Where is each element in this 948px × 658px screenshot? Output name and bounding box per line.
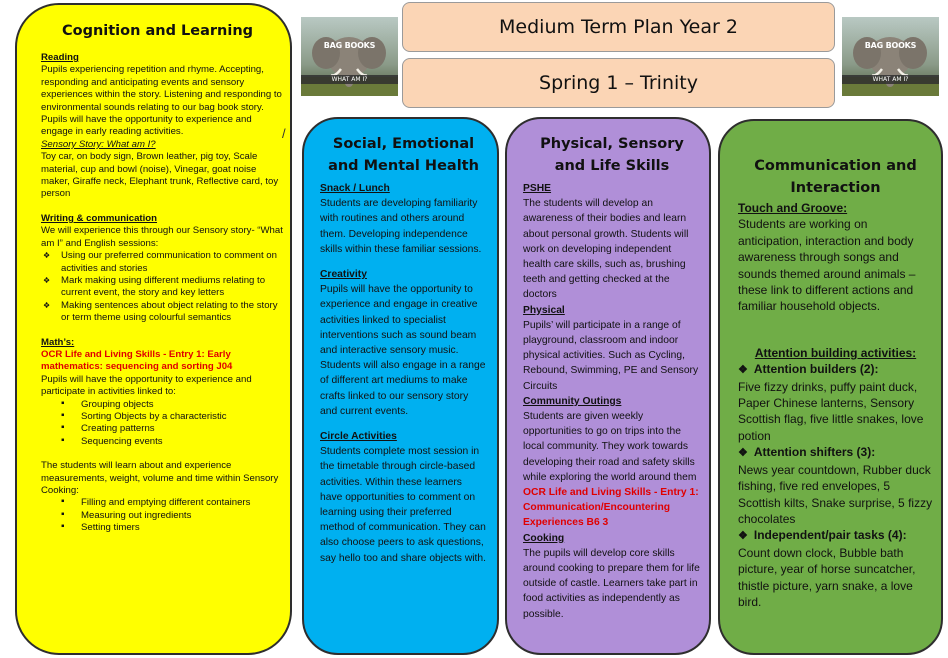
list-item: ▪ Filling and emptying different containers [41, 497, 284, 509]
list-item: ▪ Creating patterns [41, 423, 284, 435]
elephant-picture-icon [301, 17, 398, 96]
list-item: ❖ Making sentences about object relating to the story or term theme using colourful semantics [41, 300, 284, 325]
pshe-heading: PSHE [523, 183, 552, 194]
book-brand: BAG BOOKS [864, 41, 917, 50]
sensory-story-heading: Sensory Story: What am I? [41, 138, 156, 150]
cooking-intro: The students will learn about and experience measurements, weight, volume and time within Sensory Cooking: [41, 460, 279, 496]
term-title: Spring 1 – Trinity [402, 58, 835, 108]
reading-heading: Reading [41, 52, 79, 63]
list-item: ❖ Using our preferred communication to comment on activities and stories [41, 250, 284, 275]
communication-body [738, 200, 933, 610]
list-item: ▪ Sorting Objects by a characteristic [41, 411, 284, 423]
creativity-text: Pupils will have the opportunity to experience and engage in creative activities linked to specialist interventions such as sound beam and interactive sensory music. Students will also engage in a range of different art mediums to make crafts linked to our sensory story and current events. [320, 284, 486, 417]
book-cover-image [301, 17, 398, 96]
diamond-bullet-icon: ❖ [738, 530, 748, 543]
page-title: Medium Term Plan Year 2 [402, 2, 835, 52]
maths-heading: Math’s: [41, 336, 75, 348]
physical-heading: Physical [523, 304, 565, 316]
list-item: ▪ Sequencing events [41, 436, 284, 448]
maths-accreditation: OCR Life and Living Skills - Entry 1: Early mathematics: sequencing and sorting J04 [41, 348, 233, 373]
social-body [320, 181, 487, 566]
touch-heading: Touch and Groove: [738, 201, 848, 215]
cognition-body [41, 52, 284, 535]
snack-text: Students are developing familiarity with routines and others around them. Developing independence skills within these familiar sessions. [320, 198, 482, 255]
maths-intro: Pupils will have the opportunity to experience and participate in activities linked to: [41, 373, 252, 398]
snack-heading: Snack / Lunch [320, 183, 390, 194]
physical-body [523, 181, 701, 622]
writing-list [41, 250, 284, 324]
stray-mark: / [282, 126, 286, 141]
circle-heading: Circle Activities [320, 431, 397, 443]
group-text: Count down clock, Bubble bath picture, year of horse suncatcher, thistle picture, yarn snake, a love bird. [738, 545, 916, 609]
book-brand: BAG BOOKS [323, 41, 376, 50]
communication-title: Communication and Interaction [754, 158, 917, 196]
cooking-list [41, 497, 284, 534]
cooking-text: The pupils will develop core skills around cooking to prepare them for life outside of castle. Learners take part in food activities as independently as possible. [523, 547, 700, 620]
cooking-heading: Cooking [523, 532, 565, 544]
elephant-picture-icon [842, 17, 939, 96]
outings-heading: Community Outings [523, 395, 622, 407]
reading-text: Pupils experiencing repetition and rhyme. Accepting, responding and anticipating events and sensory experiences within the story. Listening and responding to environmental sounds relating to our bag book story. Pupils will have the opportunity to experience and engage in early reading activities. [41, 64, 282, 138]
list-item: ▪ Measuring out ingredients [41, 510, 284, 522]
book-caption: WHAT AM I? [872, 76, 909, 83]
book-cover-image [842, 17, 939, 96]
diamond-bullet-icon: ❖ [738, 364, 748, 377]
pshe-text: The students will develop an awareness of their bodies and learn about personal growth. Students will work on developing independent health care skills, such as, brushing teeth and getting checked at the doctors [523, 198, 689, 301]
touch-text: Students are working on anticipation, interaction and body awareness through songs and sounds themed around animals – these link to different actions and familiar household objects. [738, 217, 916, 314]
cognition-title: Cognition and Learning [61, 23, 254, 39]
creativity-heading: Creativity [320, 269, 367, 281]
sensory-story-items: Toy car, on body sign, Brown leather, pig toy, Scale material, cup and bowl (noise), Vinegar, goat noise maker, Giraffe neck, Elephant trunk, Reflective card, toy person [41, 151, 279, 200]
outings-text: Students are given weekly opportunities to go on trips into the local community. They work towards developing their road and safety skills while exploring the world around them [523, 411, 697, 483]
group-text: News year countdown, Rubber duck fishing, five red envelopes, 5 Scottish kilts, Snake surprise, 5 fizzy chocolates [738, 462, 933, 526]
group-text: Five fizzy drinks, puffy paint duck, Paper Chinese lanterns, Sensory Scottish flag, five little snakes, love potion [738, 379, 924, 443]
circle-text: Students complete most session in the timetable through circle-based activities. Within these learners have opportunities to comment on learning using their preferred method of communication. They can also choose peers to ask questions, say hello too and share objects with. [320, 446, 486, 564]
list-item: ❖ Mark making using different mediums relating to current event, the story and key letters [41, 275, 284, 300]
diamond-bullet-icon: ❖ [738, 447, 748, 460]
book-caption: WHAT AM I? [331, 76, 368, 83]
social-title: Social, Emotional and Mental Health [328, 136, 479, 174]
physical-title: Physical, Sensory and Life Skills [540, 136, 684, 174]
list-item: ▪ Grouping objects [41, 399, 284, 411]
attention-heading: Attention building activities: [754, 345, 917, 360]
communication-panel [718, 119, 943, 655]
physical-panel [505, 117, 711, 655]
writing-heading: Writing & communication [41, 212, 158, 224]
list-item: ▪ Setting timers [41, 522, 284, 534]
physical-text: Pupils’ will participate in a range of playground, classroom and indoor physical activities. Such as Cycling, Rebound, Swimming, PE and Sensory Circuits [523, 319, 699, 392]
group-heading: ❖ Attention builders (2): [738, 362, 879, 377]
group-heading: ❖ Independent/pair tasks (4): [738, 528, 907, 543]
maths-list [41, 399, 284, 449]
outings-accreditation: OCR Life and Living Skills - Entry 1: Communication/Encountering Experiences B6 3 [523, 487, 699, 529]
cognition-panel [15, 3, 292, 655]
group-heading: ❖ Attention shifters (3): [738, 445, 876, 460]
writing-intro: We will experience this through our Sensory story- “What am I” and English sessions: [41, 225, 283, 249]
social-panel [302, 117, 499, 655]
